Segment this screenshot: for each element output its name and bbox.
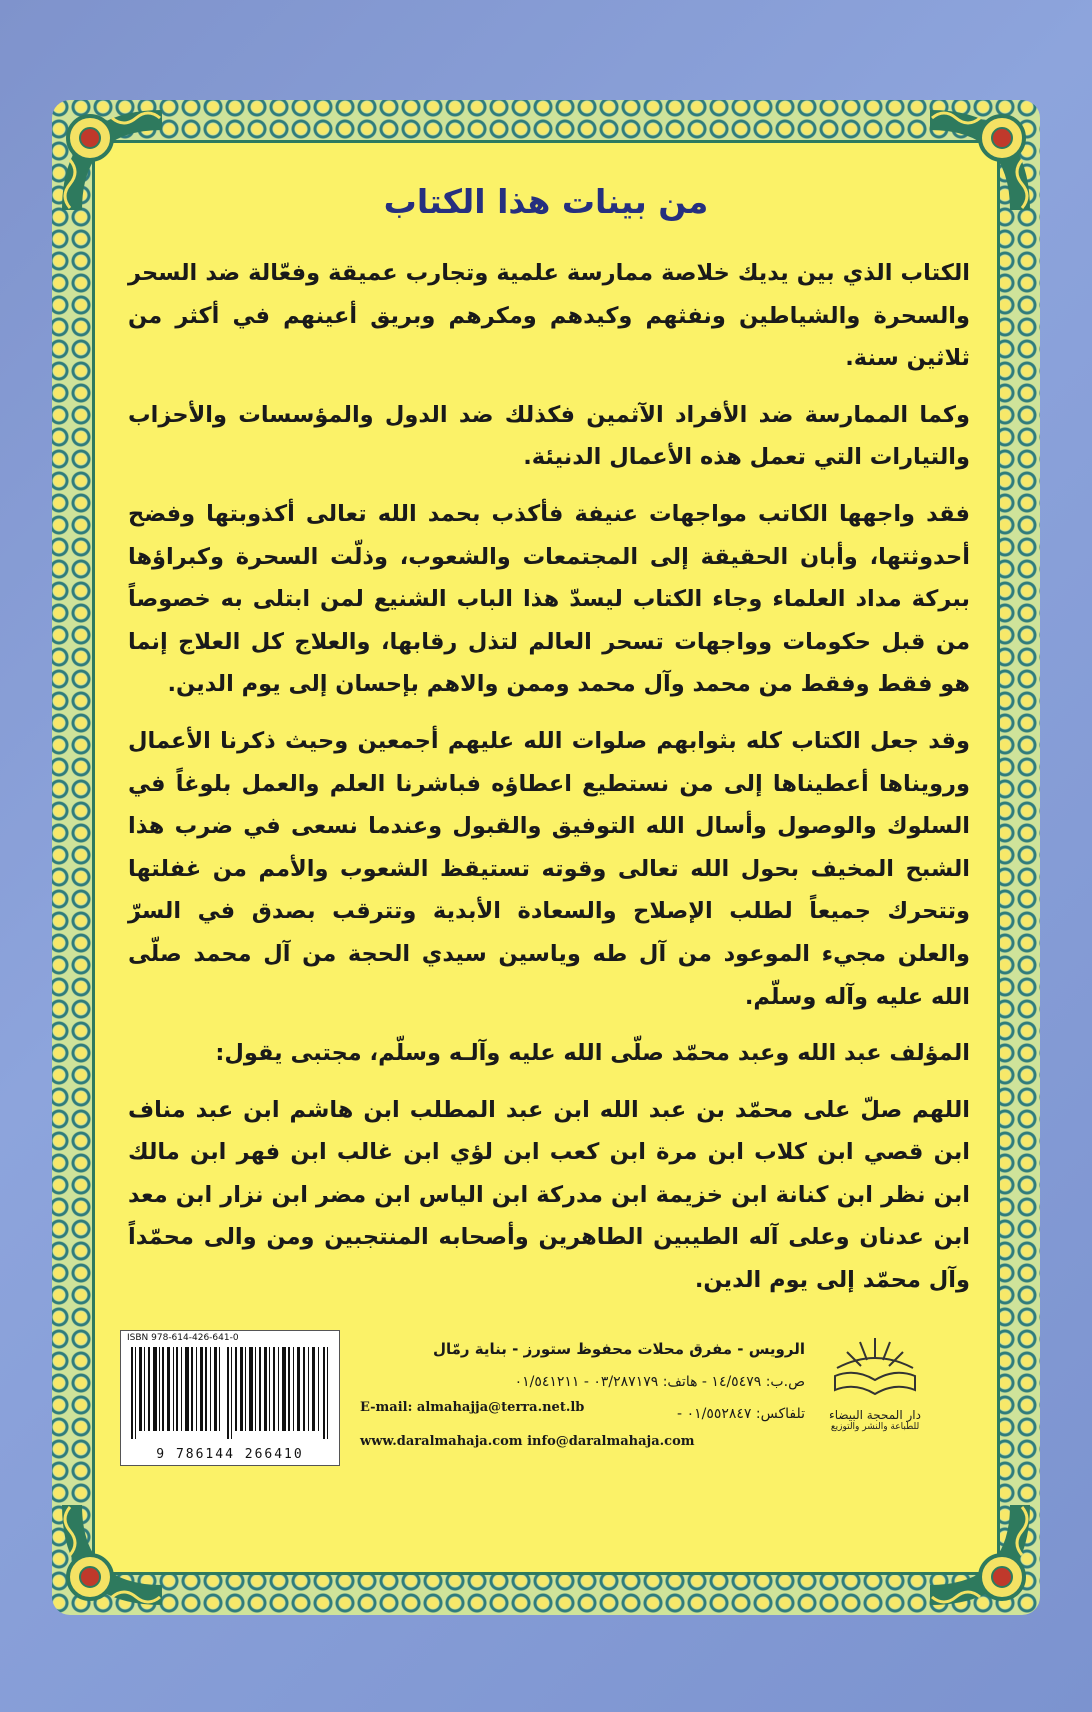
publisher-fax: تلفاكس: ٠١/٥٥٢٨٤٧ -: [677, 1406, 805, 1422]
barcode-icon: [131, 1347, 329, 1439]
corner-ornament-icon: [920, 1495, 1040, 1615]
publisher-info: [360, 1330, 805, 1470]
page-title: من بينات هذا الكتاب: [383, 182, 709, 221]
paragraph: وقد جعل الكتاب كله بثوابهم صلوات الله عليهم أجمعين وحيث ذكرنا الأعمال ورويناها أعطيناها إلى من نستطيع اعطاؤه فباشرنا العلم والعمل بلوغاً في السلوك والوصول وأسال الله التوفيق والقبول وعندما نسعى في ضرب هذا الشبح المخيف بحول الله تعالى وقوته تستيقظ الشعوب والأمم من غفلتها وتتحرك جميعاً لطلب الإصلاح والسعادة الأبدية وتترقب بصدق في السرّ والعلن مجيء الموعود من آل طه وياسين سيدي الحجة من آل محمد صلّى الله عليه وآله وسلّم.: [128, 727, 970, 1010]
isbn-label: ISBN 978-614-426-641-0: [127, 1333, 239, 1343]
publisher-phone: ص.ب: ١٤/٥٤٧٩ - هاتف: ٠٣/٢٨٧١٧٩ - ٠١/٥٤١٢١١: [514, 1374, 805, 1390]
paragraph: اللهم صلّ على محمّد بن عبد الله ابن عبد المطلب ابن هاشم ابن عبد مناف ابن قصي ابن كلاب ابن مرة ابن كعب ابن لؤي ابن غالب ابن فهر ابن مالك ابن نظر ابن كنانة ابن خزيمة ابن مدركة ابن الياس ابن مضر ابن نزار ابن معد ابن عدنان وعلى آله الطيبين الطاهرين وأصحابه المنتجبين ومن والى محمّداً وآل محمّد إلى يوم الدين.: [128, 1096, 970, 1294]
paragraph: المؤلف عبد الله وعبد محمّد صلّى الله عليه وآلـه وسلّم، مجتبى يقول:: [215, 1040, 970, 1067]
publisher-email: E-mail: almahajja@terra.net.lb: [360, 1400, 585, 1415]
publisher-web: www.daralmahaja.com info@daralmahaja.com: [360, 1434, 695, 1449]
cover-blurb: [128, 252, 970, 1316]
paragraph: فقد واجهها الكاتب مواجهات عنيفة فأكذب بحمد الله تعالى أكذوبتها وفضح أحدوثتها، وأبان الحقيقة إلى المجتمعات والشعوب، وذلّت السحرة وكبراؤها ببركة مداد العلماء وجاء الكتاب ليسدّ هذا الباب الشنيع لمن ابتلى به خصوصاً من قبل حكومات وواجهات تسحر العالم لتذل رقابها، والعلاج كل العلاج إنما هو فقط وفقط من محمد وآل محمد وممن والاهم بإحسان إلى يوم الدين.: [128, 500, 970, 698]
barcode-digits: 9 786144 266410: [156, 1447, 304, 1462]
publisher-logo: [815, 1328, 935, 1456]
logo-subtitle: للطباعة والنشر والتوزيع: [830, 1422, 920, 1432]
publisher-logo-icon: [815, 1328, 935, 1408]
paragraph: وكما الممارسة ضد الأفراد الآثمين فكذلك ضد الدول والمؤسسات والأحزاب والتيارات التي تعمل هذه الأعمال الدنيئة.: [128, 401, 970, 471]
isbn-barcode: [120, 1330, 340, 1466]
publisher-address: الرويس - مفرق محلات محفوظ ستورز - بناية رمّال: [433, 1340, 805, 1358]
publisher-logo-text: [815, 1408, 935, 1432]
paragraph: الكتاب الذي بين يديك خلاصة ممارسة علمية وتجارب عميقة وفعّالة ضد السحر والسحرة والشياطين ونفثهم وكيدهم ومكرهم وبريق أعينهم في أكثر من ثلاثين سنة.: [128, 260, 970, 372]
corner-ornament-icon: [52, 1495, 172, 1615]
logo-title: دار المحجة البيضاء: [829, 1408, 921, 1422]
